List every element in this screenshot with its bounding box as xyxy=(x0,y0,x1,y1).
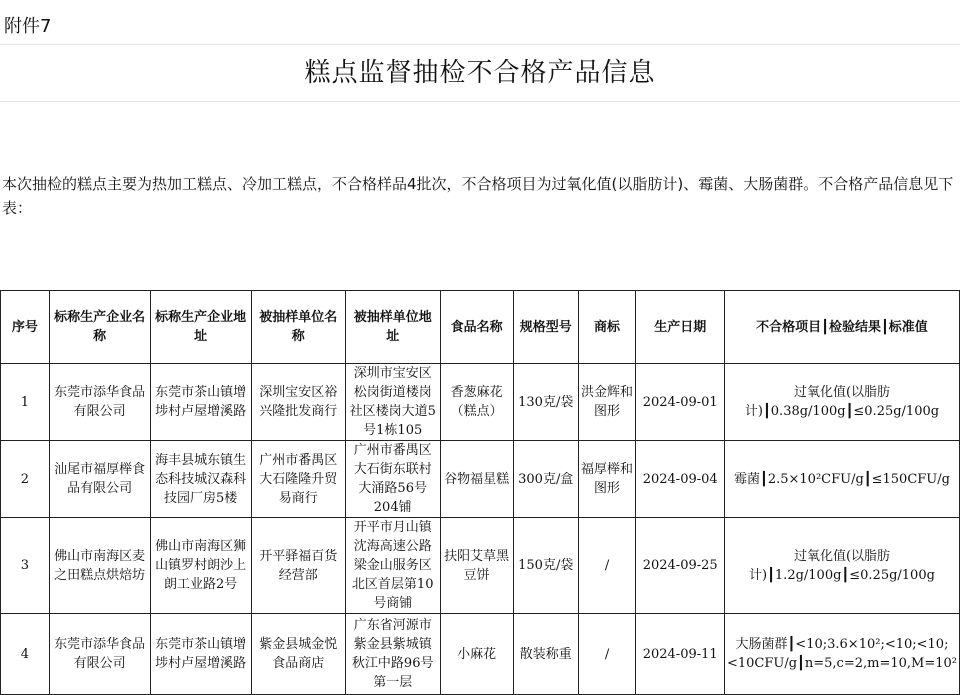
cell-production-date: 2024-09-01 xyxy=(636,364,725,441)
table-row xyxy=(1,614,960,695)
cell-index: 2 xyxy=(1,441,50,518)
cell-manufacturer-address: 东莞市茶山镇增埗村卢屋增溪路 xyxy=(150,364,251,441)
cell-spec: 300克/盒 xyxy=(513,441,578,518)
table-row xyxy=(1,364,960,441)
cell-sampled-unit: 紫金县城金悦食品商店 xyxy=(251,614,345,695)
cell-nonconforming-item: 过氧化值(以脂肪计)┃1.2g/100g┃≤0.25g/100g xyxy=(724,518,959,614)
header-production-date: 生产日期 xyxy=(636,291,725,364)
cell-production-date: 2024-09-04 xyxy=(636,441,725,518)
header-spec: 规格型号 xyxy=(513,291,578,364)
table-row xyxy=(1,518,960,614)
header-trademark: 商标 xyxy=(578,291,636,364)
header-manufacturer-address: 标称生产企业地址 xyxy=(150,291,251,364)
cell-nonconforming-item: 霉菌┃2.5×10²CFU/g┃≤150CFU/g xyxy=(724,441,959,518)
nonconforming-products-table xyxy=(0,290,960,695)
cell-nonconforming-item-text: 大肠菌群┃<10;3.6×10²;<10;<10;<10CFU/g┃n=5,c=2,m=10,M=10² xyxy=(726,637,957,671)
cell-manufacturer-address: 佛山市南海区狮山镇罗村朗沙上朗工业路2号 xyxy=(150,518,251,614)
cell-trademark: 洪金辉和图形 xyxy=(578,364,636,441)
header-index: 序号 xyxy=(1,291,50,364)
intro-paragraph: 本次抽检的糕点主要为热加工糕点、冷加工糕点，不合格样品4批次，不合格项目为过氧化值(以脂肪计)、霉菌、大肠菌群。不合格产品信息见下表： xyxy=(2,175,954,217)
attachment-header xyxy=(0,0,960,45)
cell-sampled-unit: 深圳宝安区裕兴隆批发商行 xyxy=(251,364,345,441)
cell-production-date: 2024-09-11 xyxy=(636,614,725,695)
cell-trademark: / xyxy=(578,614,636,695)
cell-food-name: 谷物福星糕 xyxy=(440,441,513,518)
cell-food-name: 扶阳艾草黑豆饼 xyxy=(440,518,513,614)
header-nonconforming-item: 不合格项目┃检验结果┃标准值 xyxy=(724,291,959,364)
cell-manufacturer: 佛山市南海区麦之田糕点烘焙坊 xyxy=(49,518,150,614)
cell-spec: 130克/袋 xyxy=(513,364,578,441)
cell-index: 4 xyxy=(1,614,50,695)
cell-trademark: / xyxy=(578,518,636,614)
cell-sampled-unit: 广州市番禺区大石隆隆升贸易商行 xyxy=(251,441,345,518)
cell-manufacturer: 东莞市添华食品有限公司 xyxy=(49,614,150,695)
document-title: 糕点监督抽检不合格产品信息 xyxy=(0,45,960,102)
table-header-row xyxy=(1,291,960,364)
cell-sampled-unit-address: 广东省河源市紫金县紫城镇秋江中路96号第一层 xyxy=(345,614,440,695)
header-sampled-unit-address: 被抽样单位地址 xyxy=(345,291,440,364)
table-row xyxy=(1,441,960,518)
cell-sampled-unit: 开平驿福百货经营部 xyxy=(251,518,345,614)
cell-sampled-unit-address: 深圳市宝安区松岗街道楼岗社区楼岗大道5号1栋105 xyxy=(345,364,440,441)
cell-food-name: 香葱麻花（糕点） xyxy=(440,364,513,441)
cell-spec: 150克/袋 xyxy=(513,518,578,614)
header-manufacturer: 标称生产企业名称 xyxy=(49,291,150,364)
cell-manufacturer: 东莞市添华食品有限公司 xyxy=(49,364,150,441)
cell-index: 3 xyxy=(1,518,50,614)
attachment-label: 附件7 xyxy=(4,16,52,37)
cell-sampled-unit-address: 开平市月山镇沈海高速公路梁金山服务区北区首层第10号商铺 xyxy=(345,518,440,614)
cell-manufacturer-address: 东莞市茶山镇增埗村卢屋增溪路 xyxy=(150,614,251,695)
cell-index: 1 xyxy=(1,364,50,441)
header-sampled-unit: 被抽样单位名称 xyxy=(251,291,345,364)
cell-spec: 散装称重 xyxy=(513,614,578,695)
cell-food-name: 小麻花 xyxy=(440,614,513,695)
header-food-name: 食品名称 xyxy=(440,291,513,364)
cell-trademark: 福厚榉和图形 xyxy=(578,441,636,518)
cell-nonconforming-item: 过氧化值(以脂肪计)┃0.38g/100g┃≤0.25g/100g xyxy=(724,364,959,441)
cell-manufacturer: 汕尾市福厚榉食品有限公司 xyxy=(49,441,150,518)
cell-sampled-unit-address: 广州市番禺区大石街东联村大涌路56号204铺 xyxy=(345,441,440,518)
cell-nonconforming-item xyxy=(724,614,959,695)
cell-production-date: 2024-09-25 xyxy=(636,518,725,614)
cell-manufacturer-address: 海丰县城东镇生态科技城汉森科技园厂房5楼 xyxy=(150,441,251,518)
